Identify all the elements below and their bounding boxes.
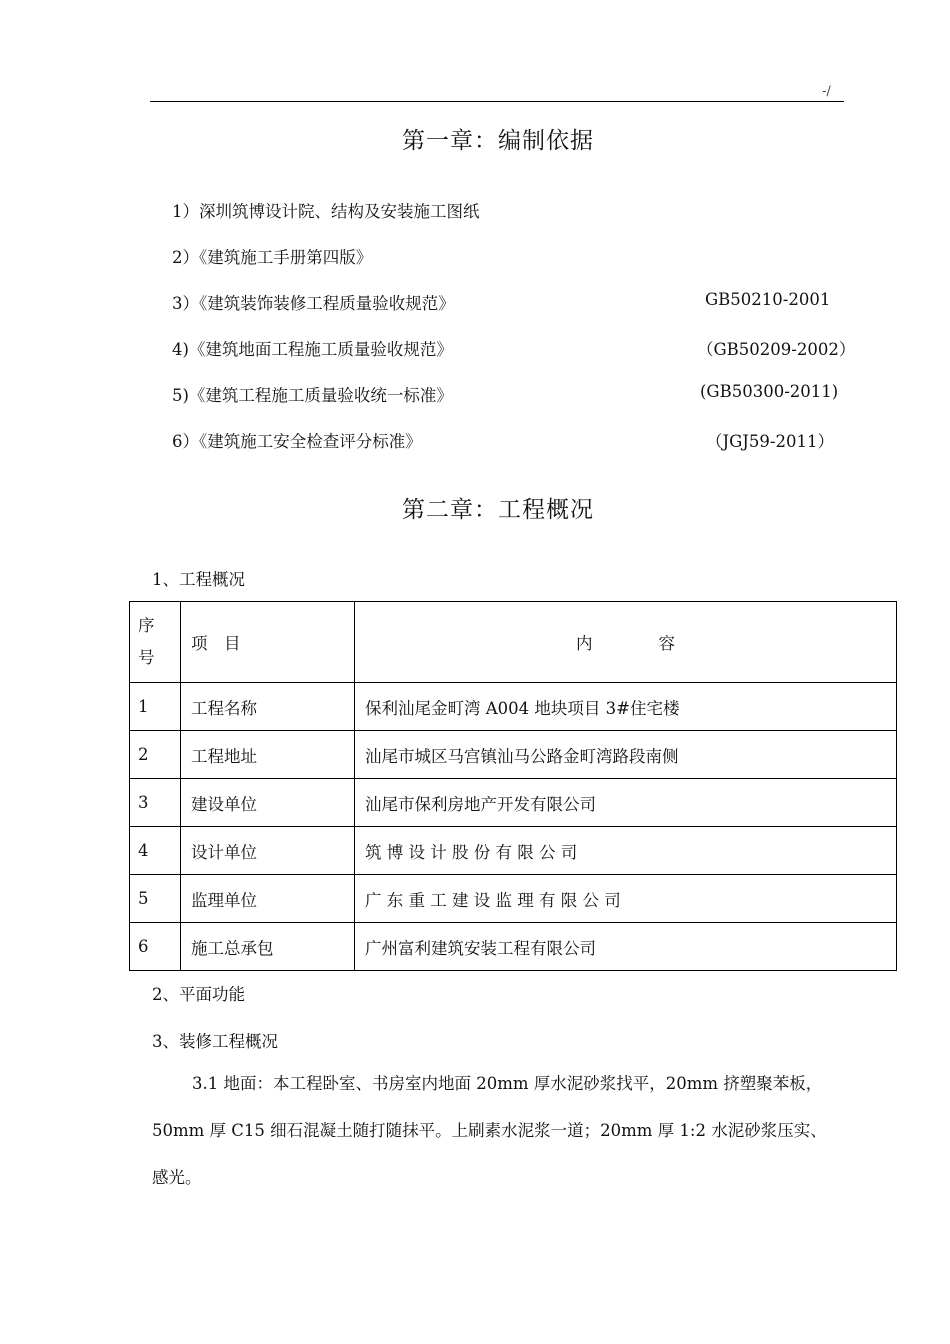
- section-floor-plan-function: 2、平面功能: [152, 985, 245, 1004]
- floor-finish-paragraph: 3.1 地面：本工程卧室、书房室内地面 20mm 厚水泥砂浆找平，20mm 挤塑聚苯板，50mm 厚 C15 细石混凝土随打随抹平。上刷素水泥浆一道；20mm 厚 1:2 水泥砂浆压实、感光。: [152, 1074, 827, 1187]
- header-content: 内 容: [355, 602, 897, 683]
- section-decoration-overview: 3、装修工程概况: [152, 1032, 278, 1051]
- section-project-overview: 1、工程概况: [152, 570, 245, 589]
- row-item: 监理单位: [181, 875, 355, 923]
- table-row: [130, 923, 897, 971]
- table-header-row: [130, 602, 897, 683]
- reference-1: 1）深圳筑博设计院、结构及安装施工图纸: [172, 202, 480, 221]
- row-item: 工程名称: [181, 683, 355, 731]
- row-number: 6: [130, 923, 181, 971]
- table-row: [130, 779, 897, 827]
- row-content: 广州富利建筑安装工程有限公司: [355, 923, 897, 971]
- row-item: 设计单位: [181, 827, 355, 875]
- table-row: [130, 731, 897, 779]
- row-number: 2: [130, 731, 181, 779]
- project-overview-table: [129, 601, 897, 971]
- header-rule: [150, 101, 844, 102]
- reference-4-standard: （GB50209-2002）: [697, 340, 856, 359]
- row-item: 施工总承包: [181, 923, 355, 971]
- row-number: 5: [130, 875, 181, 923]
- table-row: [130, 827, 897, 875]
- reference-5: 5)《建筑工程施工质量验收统一标准》: [172, 386, 453, 405]
- row-content: 广 东 重 工 建 设 监 理 有 限 公 司: [355, 875, 897, 923]
- header-serial-number: 序号: [130, 602, 181, 683]
- row-item: 工程地址: [181, 731, 355, 779]
- row-number: 1: [130, 683, 181, 731]
- row-number: 4: [130, 827, 181, 875]
- chapter1-title: 第一章：编制依据: [402, 128, 594, 154]
- reference-4: 4)《建筑地面工程施工质量验收规范》: [172, 340, 453, 359]
- table-row: [130, 683, 897, 731]
- reference-6: 6）《建筑施工安全检查评分标准》: [172, 432, 422, 451]
- header-page-mark: -/: [822, 84, 831, 99]
- reference-2: 2）《建筑施工手册第四版》: [172, 248, 373, 267]
- row-content: 保利汕尾金町湾 A004 地块项目 3#住宅楼: [355, 683, 897, 731]
- reference-3-standard: GB50210-2001: [705, 290, 831, 309]
- row-number: 3: [130, 779, 181, 827]
- header-item: 项 目: [181, 602, 355, 683]
- reference-5-standard: (GB50300-2011): [700, 382, 839, 401]
- table-row: [130, 875, 897, 923]
- row-content: 筑 博 设 计 股 份 有 限 公 司: [355, 827, 897, 875]
- chapter2-title: 第二章：工程概况: [402, 497, 594, 523]
- row-content: 汕尾市保利房地产开发有限公司: [355, 779, 897, 827]
- reference-6-standard: （JGJ59-2011）: [706, 432, 834, 451]
- row-item: 建设单位: [181, 779, 355, 827]
- reference-3: 3）《建筑装饰装修工程质量验收规范》: [172, 294, 455, 313]
- row-content: 汕尾市城区马宫镇汕马公路金町湾路段南侧: [355, 731, 897, 779]
